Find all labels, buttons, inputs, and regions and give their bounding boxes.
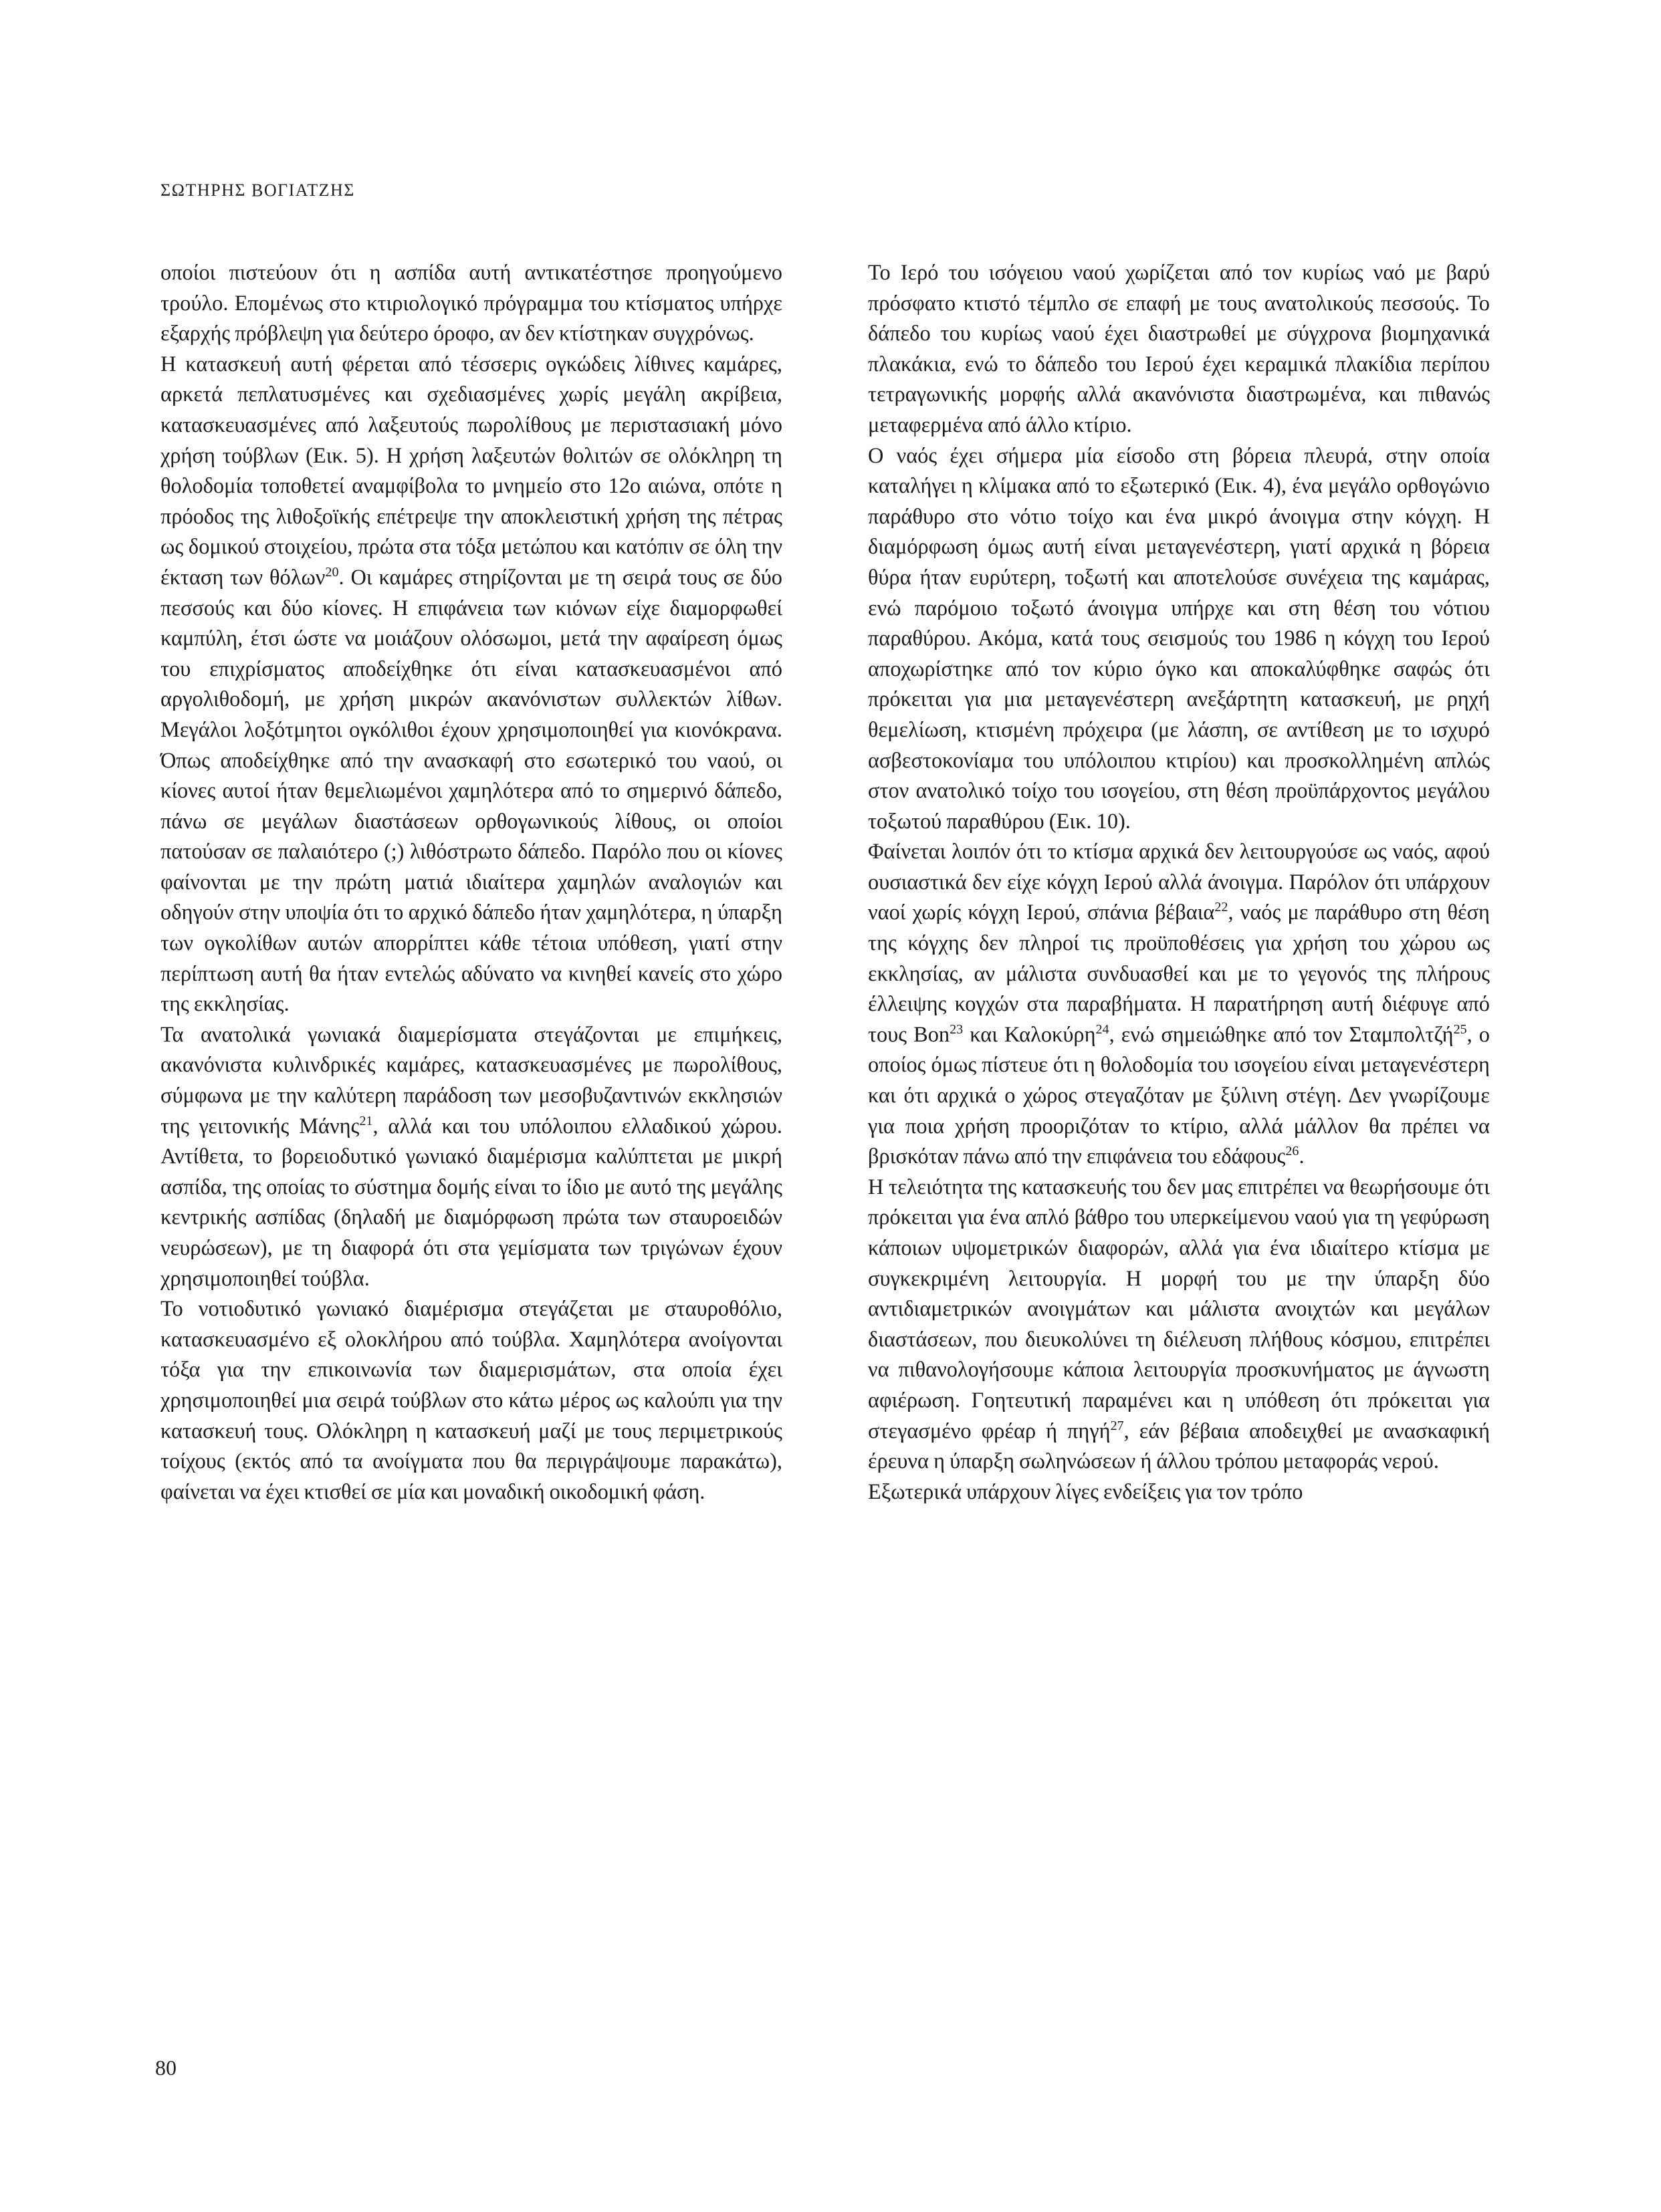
text-run: Η τελειότητα της κατασκευής του δεν μας επιτρέπει να θεωρήσουμε ότι πρόκειται για ένα απλό βάθρο του υπερκείμενου ναού για τη γεφύρωση κάποιων υψομετρικών διαφορών, αλλά για ένα ιδιαίτερο κτίσμα με συγκεκριμένη λειτουργία. Η μορφή του με την ύπαρξη δύο αντιδιαμετρικών ανοιγμάτων και μάλιστα ανοιχτών και μεγάλων διαστάσεων, που διευκολύνει τη διέλευση πλήθους κόσμου, επιτρέπει να πιθανολογήσουμε κάποια λειτουργία προσκυνήματος με άγνωστη αφιέρωση. Γοητευτική παραμένει και η υπόθεση ότι πρόκειται για στεγασμένο φρέαρ ή πηγή [868,1175,1490,1443]
text-run: , ο οποίος όμως πίστευε ότι η θολοδομία του ισογείου είναι μεταγενέστερη και ότι αρχικά ο χώρος στεγαζόταν με ξύλινη στέγη. Δεν γνωρίζουμε για ποια χρήση προοριζόταν το κτίριο, αλλά μάλλον θα πρέπει να βρισκόταν πάνω από την επιφάνεια του εδάφους [868,1022,1490,1169]
running-head: ΣΩΤΗΡΗΣ ΒΟΓΙΑΤΖΗΣ [160,180,355,200]
paragraph [160,350,782,1020]
footnote-ref: 26 [1285,1144,1299,1159]
text-run: Τα ανατολικά γωνιακά διαμερίσματα στεγάζονται με επιμήκεις, ακανόνιστα κυλινδρικές καμάρες, κατασκευασμένες με πωρολίθους, σύμφωνα με την καλύτερη παράδοση των μεσοβυζαντινών εκκλησιών της γειτονικής Μάνης [160,1022,782,1138]
paragraph [160,1294,782,1507]
text-run: Ο ναός έχει σήμερα μία είσοδο στη βόρεια πλευρά, στην οποία καταλήγει η κλίμακα από το εξωτερικό (Εικ. 4), ένα μεγάλο ορθογώνιο παράθυρο στο νότιο τοίχο και ένα μικρό άνοιγμα στην κόγχη. Η διαμόρφωση όμως αυτή είναι μεταγενέστερη, γιατί αρχικά η βόρεια θύρα ήταν ευρύτερη, τοξωτή και αποτελούσε συνέχεια της καμάρας, ενώ παρόμοιο τοξωτό άνοιγμα υπήρχε και στη θέση του νότιου παραθύρου. Ακόμα, κατά τους σεισμούς του 1986 η κόγχη του Ιερού αποχωρίστηκε από τον κύριο όγκο και αποκαλύφθηκε σαφώς ότι πρόκειται για μια μεταγενέστερη ανεξάρτητη κατασκευή, με ρηχή θεμελίωση, κτισμένη πρόχειρα (με λάσπη, σε αντίθεση με το ισχυρό ασβεστοκονίαμα του υπόλοιπου κτιρίου) και προσκολλημένη απλώς στον ανατολικό τοίχο του ισογείου, στη θέση προϋπάρχοντος μεγάλου τοξωτού παραθύρου (Εικ. 10). [868,443,1490,834]
paragraph [868,441,1490,838]
footnote-ref: 22 [1214,900,1228,915]
text-run: Η κατασκευή αυτή φέρεται από τέσσερις ογκώδεις λίθινες καμάρες, αρκετά πεπλατυσμένες και σχεδιασμένες χωρίς μεγάλη ακρίβεια, κατασκευασμένες από λαξευτούς πωρολίθους με περιστασιακή μόνο χρήση τούβλων (Εικ. 5). Η χρήση λαξευτών θολιτών σε ολόκληρη τη θολοδομία τοποθετεί αναμφίβολα το μνημείο στο 12ο αιώνα, οπότε η πρόοδος της λιθοξοϊκής επέτρεψε την αποκλειστική χρήση της πέτρας ως δομικού στοιχείου, πρώτα στα τόξα μετώπου και κατόπιν σε όλη την έκταση των θόλων [160,352,782,590]
text-run: Εξωτερικά υπάρχουν λίγες ενδείξεις για τον τρόπο [868,1479,1303,1504]
footnote-ref: 23 [950,1021,964,1037]
paragraph [868,1173,1490,1477]
text-run: , αλλά και του υπόλοιπου ελλαδικού χώρου. Αντίθετα, το βορειοδυτικό γωνιακό διαμέρισμα καλύπτεται με μικρή ασπίδα, της οποίας το σύστημα δομής είναι το ίδιο με αυτό της μεγάλης κεντρικής ασπίδας (δηλαδή με διαμόρφωση πρώτα των σταυροειδών νευρώσεων), με τη διαφορά ότι στα γεμίσματα των τριγώνων έχουν χρησιμοποιηθεί τούβλα. [160,1114,782,1291]
footnote-ref: 20 [325,564,339,580]
text-run: . [1299,1144,1305,1169]
text-run: Το νοτιοδυτικό γωνιακό διαμέρισμα στεγάζεται με σταυροθόλιο, κατασκευασμένο εξ ολοκλήρου από τούβλα. Χαμηλότερα ανοίγονται τόξα για την επικοινωνία των διαμερισμάτων, στα οποία έχει χρησιμοποιηθεί μια σειρά τούβλων στο κάτω μέρος ως καλούπι για την κατασκευή τους. Ολόκληρη η κατασκευή μαζί με τους περιμετρικούς τοίχους (εκτός από τα ανοίγματα που θα περιγράψουμε παρακάτω), φαίνεται να έχει κτισθεί σε μία και μοναδική οικοδομική φάση. [160,1297,782,1504]
paragraph [160,258,782,350]
text-run: , ναός με παράθυρο στη θέση της κόγχης δεν πληροί τις προϋποθέσεις για χρήση του χώρου ως εκκλησίας, αν μάλιστα συνδυασθεί και με το γεγονός της πλήρους έλλειψης κογχών στα παραβήματα. Η παρατήρηση αυτή διέφυγε από τους Bon [868,900,1490,1047]
text-run: Φαίνεται λοιπόν ότι το κτίσμα αρχικά δεν λειτουργούσε ως ναός, αφού ουσιαστικά δεν είχε κόγχη Ιερού αλλά άνοιγμα. Παρόλον ότι υπάρχουν ναοί χωρίς κόγχη Ιερού, σπάνια βέβαια [868,840,1490,925]
text-run: Το Ιερό του ισόγειου ναού χωρίζεται από τον κυρίως ναό με βαρύ πρόσφατο κτιστό τέμπλο σε επαφή με τους ανατολικούς πεσσούς. Το δάπεδο του κυρίως ναού έχει διαστρωθεί με σύγχρονα βιομηχανικά πλακάκια, ενώ το δάπεδο του Ιερού έχει κεραμικά πλακίδια περίπου τετραγωνικής μορφής αλλά ακανόνιστα διαστρωμένα, και πιθανώς μεταφερμένα από άλλο κτίριο. [868,261,1490,437]
left-column [160,258,782,1507]
text-run: , ενώ σημειώθηκε από τον Σταμπολτζή [1109,1022,1454,1047]
text-run: . Οι καμάρες στηρίζονται με τη σειρά τους σε δύο πεσσούς και δύο κίονες. Η επιφάνεια των κιόνων είχε διαμορφωθεί καμπύλη, έτσι ώστε να μοιάζουν ολόσωμοι, μετά την αφαίρεση όμως του επιχρίσματος αποδείχθηκε ότι είναι κατασκευασμένοι από αργολιθοδομή, με χρήση μικρών ακανόνιστων συλλεκτών λίθων. Μεγάλοι λοξότμητοι ογκόλιθοι έχουν χρησιμοποιηθεί για κιονόκρανα. Όπως αποδείχθηκε από την ανασκαφή στο εσωτερικό του ναού, οι κίονες αυτοί ήταν θεμελιωμένοι χαμηλότερα από το σημερινό δάπεδο, πάνω σε μεγάλων διαστάσεων ορθογωνικούς λίθους, οι οποίοι πατούσαν σε παλαιότερο (;) λιθόστρωτο δάπεδο. Παρόλο που οι κίονες φαίνονται με την πρώτη ματιά ιδιαίτερα χαμηλών αναλογιών και οδηγούν στην υποψία ότι το αρχικό δάπεδο ήταν χαμηλότερα, η ύπαρξη των ογκολίθων αυτών απορρίπτει κάθε τέτοια υπόθεση, γιατί στην περίπτωση αυτή θα ήταν εντελώς αδύνατο να κινηθεί κανείς στο χώρο της εκκλησίας. [160,565,782,1017]
footnote-ref: 25 [1453,1021,1467,1037]
paragraph [868,258,1490,441]
right-column [868,258,1490,1507]
page-number: 80 [155,2056,177,2080]
text-run: , εάν βέβαια αποδειχθεί με ανασκαφική έρευνα η ύπαρξη σωληνώσεων ή άλλου τρόπου μεταφοράς νερού. [868,1419,1490,1474]
paragraph [160,1020,782,1294]
paragraph [868,837,1490,1173]
text-run: οποίοι πιστεύουν ότι η ασπίδα αυτή αντικατέστησε προηγούμενο τρούλο. Επομένως στο κτιριολογικό πρόγραμμα του κτίσματος υπήρχε εξαρχής πρόβλεψη για δεύτερο όροφο, αν δεν κτίστηκαν συγχρόνως. [160,261,782,346]
text-run: και Καλοκύρη [963,1022,1096,1047]
footnote-ref: 24 [1095,1021,1109,1037]
paragraph [868,1477,1490,1508]
footnote-ref: 27 [1110,1418,1124,1433]
footnote-ref: 21 [359,1113,373,1128]
